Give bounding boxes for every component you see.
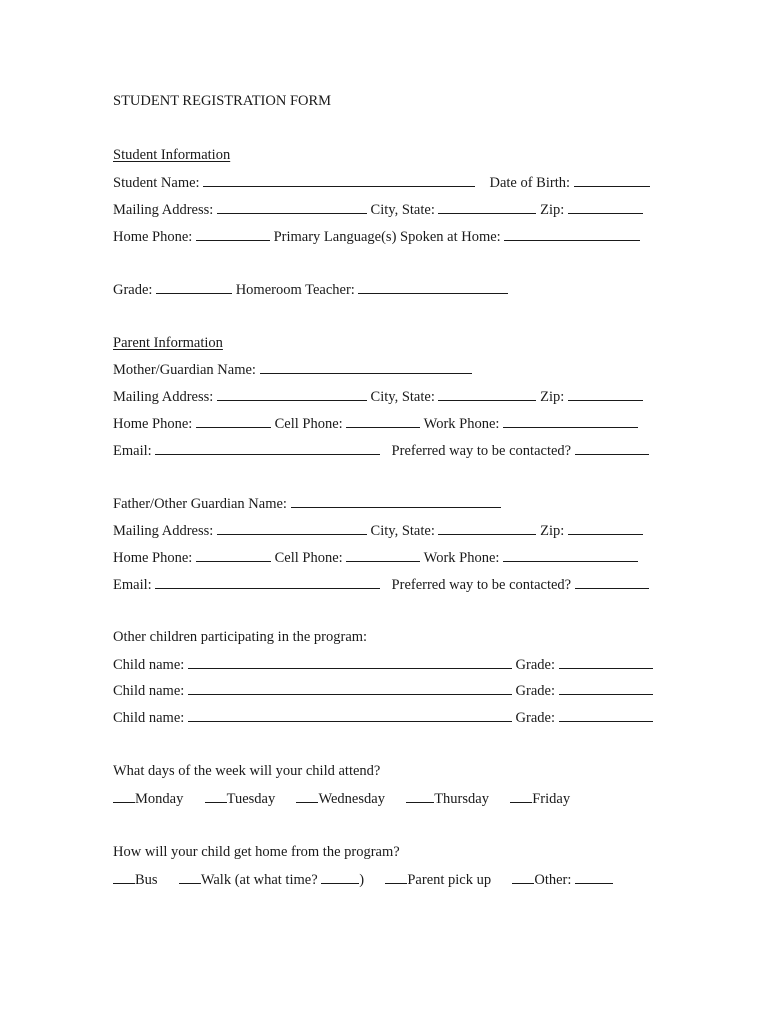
homeroom-label: Homeroom Teacher: xyxy=(235,282,355,298)
form-title: STUDENT REGISTRATION FORM xyxy=(113,93,332,109)
mother-name-field[interactable] xyxy=(260,360,472,374)
student-address-row xyxy=(113,200,643,219)
tuesday-label: Tuesday xyxy=(226,791,276,807)
walk-checkbox[interactable] xyxy=(179,870,201,884)
student-home-phone-field[interactable] xyxy=(196,227,270,241)
mother-contact-field[interactable] xyxy=(575,441,649,455)
mother-zip-label: Zip: xyxy=(540,389,565,405)
mother-work-phone-field[interactable] xyxy=(503,414,638,428)
parent-info-heading: Parent Information xyxy=(113,335,223,351)
father-phone-row xyxy=(113,548,638,567)
father-address-row xyxy=(113,521,643,540)
thursday-label: Thursday xyxy=(434,791,489,807)
walk-label: Walk (at what time? xyxy=(200,872,318,888)
thursday-checkbox[interactable] xyxy=(406,789,434,803)
father-name-field[interactable] xyxy=(291,494,501,508)
walk-time-field[interactable] xyxy=(321,870,359,884)
tuesday-checkbox[interactable] xyxy=(205,789,227,803)
student-name-row xyxy=(113,173,650,192)
child-grade-field[interactable] xyxy=(559,708,653,722)
father-cell-phone-field[interactable] xyxy=(346,548,420,562)
children-heading: Other children participating in the program: xyxy=(113,629,368,645)
walk-label-close: ) xyxy=(359,872,365,888)
child-grade-field[interactable] xyxy=(559,681,653,695)
student-city-state-label: City, State: xyxy=(370,202,435,218)
father-name-label: Father/Other Guardian Name: xyxy=(113,496,287,512)
mother-email-field[interactable] xyxy=(155,441,380,455)
friday-checkbox[interactable] xyxy=(510,789,532,803)
dob-field[interactable] xyxy=(574,173,650,187)
monday-label: Monday xyxy=(135,791,184,807)
student-zip-field[interactable] xyxy=(568,200,643,214)
language-label: Primary Language(s) Spoken at Home: xyxy=(273,229,501,245)
bus-checkbox[interactable] xyxy=(113,870,135,884)
father-address-field[interactable] xyxy=(217,521,367,535)
father-zip-field[interactable] xyxy=(568,521,643,535)
mother-home-phone-label: Home Phone: xyxy=(113,416,193,432)
mother-name-row xyxy=(113,360,472,379)
father-city-state-label: City, State: xyxy=(370,523,435,539)
mother-city-state-label: City, State: xyxy=(370,389,435,405)
child-row xyxy=(113,708,653,727)
father-city-state-field[interactable] xyxy=(438,521,536,535)
student-name-label: Student Name: xyxy=(113,175,200,191)
student-name-field[interactable] xyxy=(203,173,475,187)
student-zip-label: Zip: xyxy=(540,202,565,218)
other-checkbox[interactable] xyxy=(512,870,534,884)
father-email-label: Email: xyxy=(113,577,152,593)
child-name-label: Child name: xyxy=(113,657,185,673)
homeroom-field[interactable] xyxy=(358,280,508,294)
child-grade-label: Grade: xyxy=(515,710,555,726)
child-name-field[interactable] xyxy=(188,708,512,722)
child-grade-label: Grade: xyxy=(515,683,555,699)
child-grade-field[interactable] xyxy=(559,655,653,669)
mother-zip-field[interactable] xyxy=(568,387,643,401)
child-name-field[interactable] xyxy=(188,681,512,695)
father-home-phone-field[interactable] xyxy=(196,548,271,562)
monday-checkbox[interactable] xyxy=(113,789,135,803)
child-grade-label: Grade: xyxy=(515,657,555,673)
transport-options-row xyxy=(113,870,613,889)
language-field[interactable] xyxy=(504,227,640,241)
mother-home-phone-field[interactable] xyxy=(196,414,271,428)
child-name-field[interactable] xyxy=(188,655,512,669)
student-home-phone-label: Home Phone: xyxy=(113,229,193,245)
student-info-heading: Student Information xyxy=(113,147,231,163)
grade-field[interactable] xyxy=(156,280,232,294)
mother-work-phone-label: Work Phone: xyxy=(423,416,500,432)
student-city-state-field[interactable] xyxy=(438,200,536,214)
child-row xyxy=(113,681,653,700)
mother-city-state-field[interactable] xyxy=(438,387,536,401)
child-name-label: Child name: xyxy=(113,683,185,699)
parent-pickup-label: Parent pick up xyxy=(407,872,492,888)
other-label: Other: xyxy=(534,872,572,888)
father-cell-phone-label: Cell Phone: xyxy=(274,550,343,566)
mother-cell-phone-label: Cell Phone: xyxy=(274,416,343,432)
father-zip-label: Zip: xyxy=(540,523,565,539)
bus-label: Bus xyxy=(135,872,158,888)
mother-address-label: Mailing Address: xyxy=(113,389,214,405)
mother-address-field[interactable] xyxy=(217,387,367,401)
mother-address-row xyxy=(113,387,643,406)
father-name-row xyxy=(113,494,501,513)
grade-row xyxy=(113,280,508,299)
wednesday-label: Wednesday xyxy=(318,791,385,807)
father-work-phone-label: Work Phone: xyxy=(423,550,500,566)
mother-email-label: Email: xyxy=(113,443,152,459)
father-address-label: Mailing Address: xyxy=(113,523,214,539)
father-contact-field[interactable] xyxy=(575,575,649,589)
friday-label: Friday xyxy=(532,791,571,807)
child-row xyxy=(113,655,653,674)
other-field[interactable] xyxy=(575,870,613,884)
transport-question: How will your child get home from the program? xyxy=(113,844,400,860)
child-name-label: Child name: xyxy=(113,710,185,726)
grade-label: Grade: xyxy=(113,282,153,298)
mother-email-row xyxy=(113,441,649,460)
wednesday-checkbox[interactable] xyxy=(296,789,318,803)
mother-name-label: Mother/Guardian Name: xyxy=(113,362,256,378)
student-phone-row xyxy=(113,227,640,246)
mother-cell-phone-field[interactable] xyxy=(346,414,420,428)
father-email-field[interactable] xyxy=(155,575,380,589)
father-work-phone-field[interactable] xyxy=(503,548,638,562)
dob-label: Date of Birth: xyxy=(489,175,571,191)
father-email-row xyxy=(113,575,649,594)
parent-pickup-checkbox[interactable] xyxy=(385,870,407,884)
father-home-phone-label: Home Phone: xyxy=(113,550,193,566)
mother-contact-label: Preferred way to be contacted? xyxy=(391,443,572,459)
mother-phone-row xyxy=(113,414,638,433)
student-address-field[interactable] xyxy=(217,200,367,214)
days-options-row xyxy=(113,789,570,808)
days-question: What days of the week will your child attend? xyxy=(113,763,381,779)
student-address-label: Mailing Address: xyxy=(113,202,214,218)
father-contact-label: Preferred way to be contacted? xyxy=(391,577,572,593)
